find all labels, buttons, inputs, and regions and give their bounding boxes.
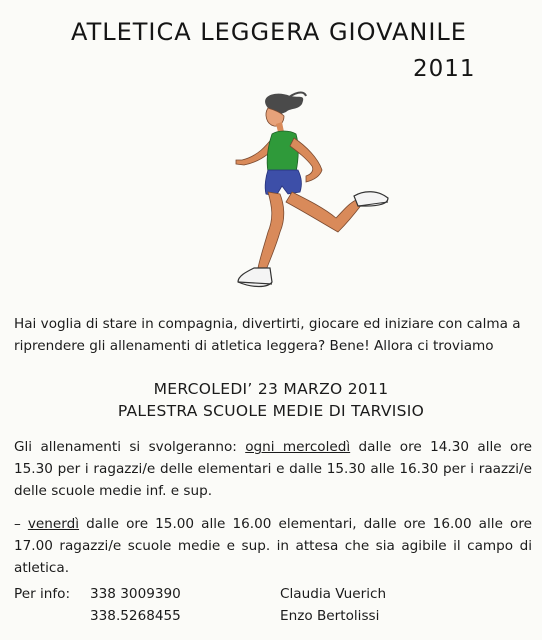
intro-text: Hai voglia di stare in compagnia, divertirti, giocare ed iniziare con calma a riprendere gli allenamenti di atletica leggera? Bene! Allora ci troviamo (14, 316, 521, 354)
contact-name-1: Claudia Vuerich (280, 586, 387, 602)
runner-back-leg (286, 192, 362, 232)
schedule-p1-before: Gli allenamenti si svolgeranno: (14, 439, 246, 455)
event-place: PALESTRA SCUOLE MEDIE DI TARVISIO (117, 402, 425, 420)
schedule-paragraph-2 (14, 513, 532, 579)
poster-year: 2011 (413, 56, 476, 82)
schedule-p2-after: dalle ore 15.00 alle 16.00 elementari, dalle ore 16.00 alle ore 17.00 ragazzi/e scuole medie e sup. in attesa che sia agibile il campo di atletica. (14, 516, 532, 576)
phone-number-1: 338 3009390 (90, 586, 181, 602)
info-label: Per info: (14, 586, 71, 602)
runner-front-leg (258, 192, 284, 270)
event-date: MERCOLEDI’ 23 MARZO 2011 (153, 380, 389, 398)
schedule-p1-underlined: ogni mercoledì (245, 439, 351, 455)
event-announcement (0, 378, 542, 422)
runner-illustration (228, 90, 396, 295)
schedule-p1-after: dalle ore 14.30 alle ore 15.30 per i ragazzi/e delle elementari e dalle 15.30 alle 16.30 per i raazzi/e delle scuole medie inf. e sup. (14, 439, 532, 499)
phone-number-2: 338.5268455 (90, 608, 181, 624)
poster-title: ATLETICA LEGGERA GIOVANILE (71, 18, 467, 46)
schedule-p2-underlined: venerdì (27, 516, 80, 532)
schedule-p2-dash: – (14, 516, 28, 532)
contact-name-2: Enzo Bertolissi (280, 608, 380, 624)
runner-shirt (267, 131, 298, 172)
schedule-paragraph-1 (14, 436, 532, 502)
